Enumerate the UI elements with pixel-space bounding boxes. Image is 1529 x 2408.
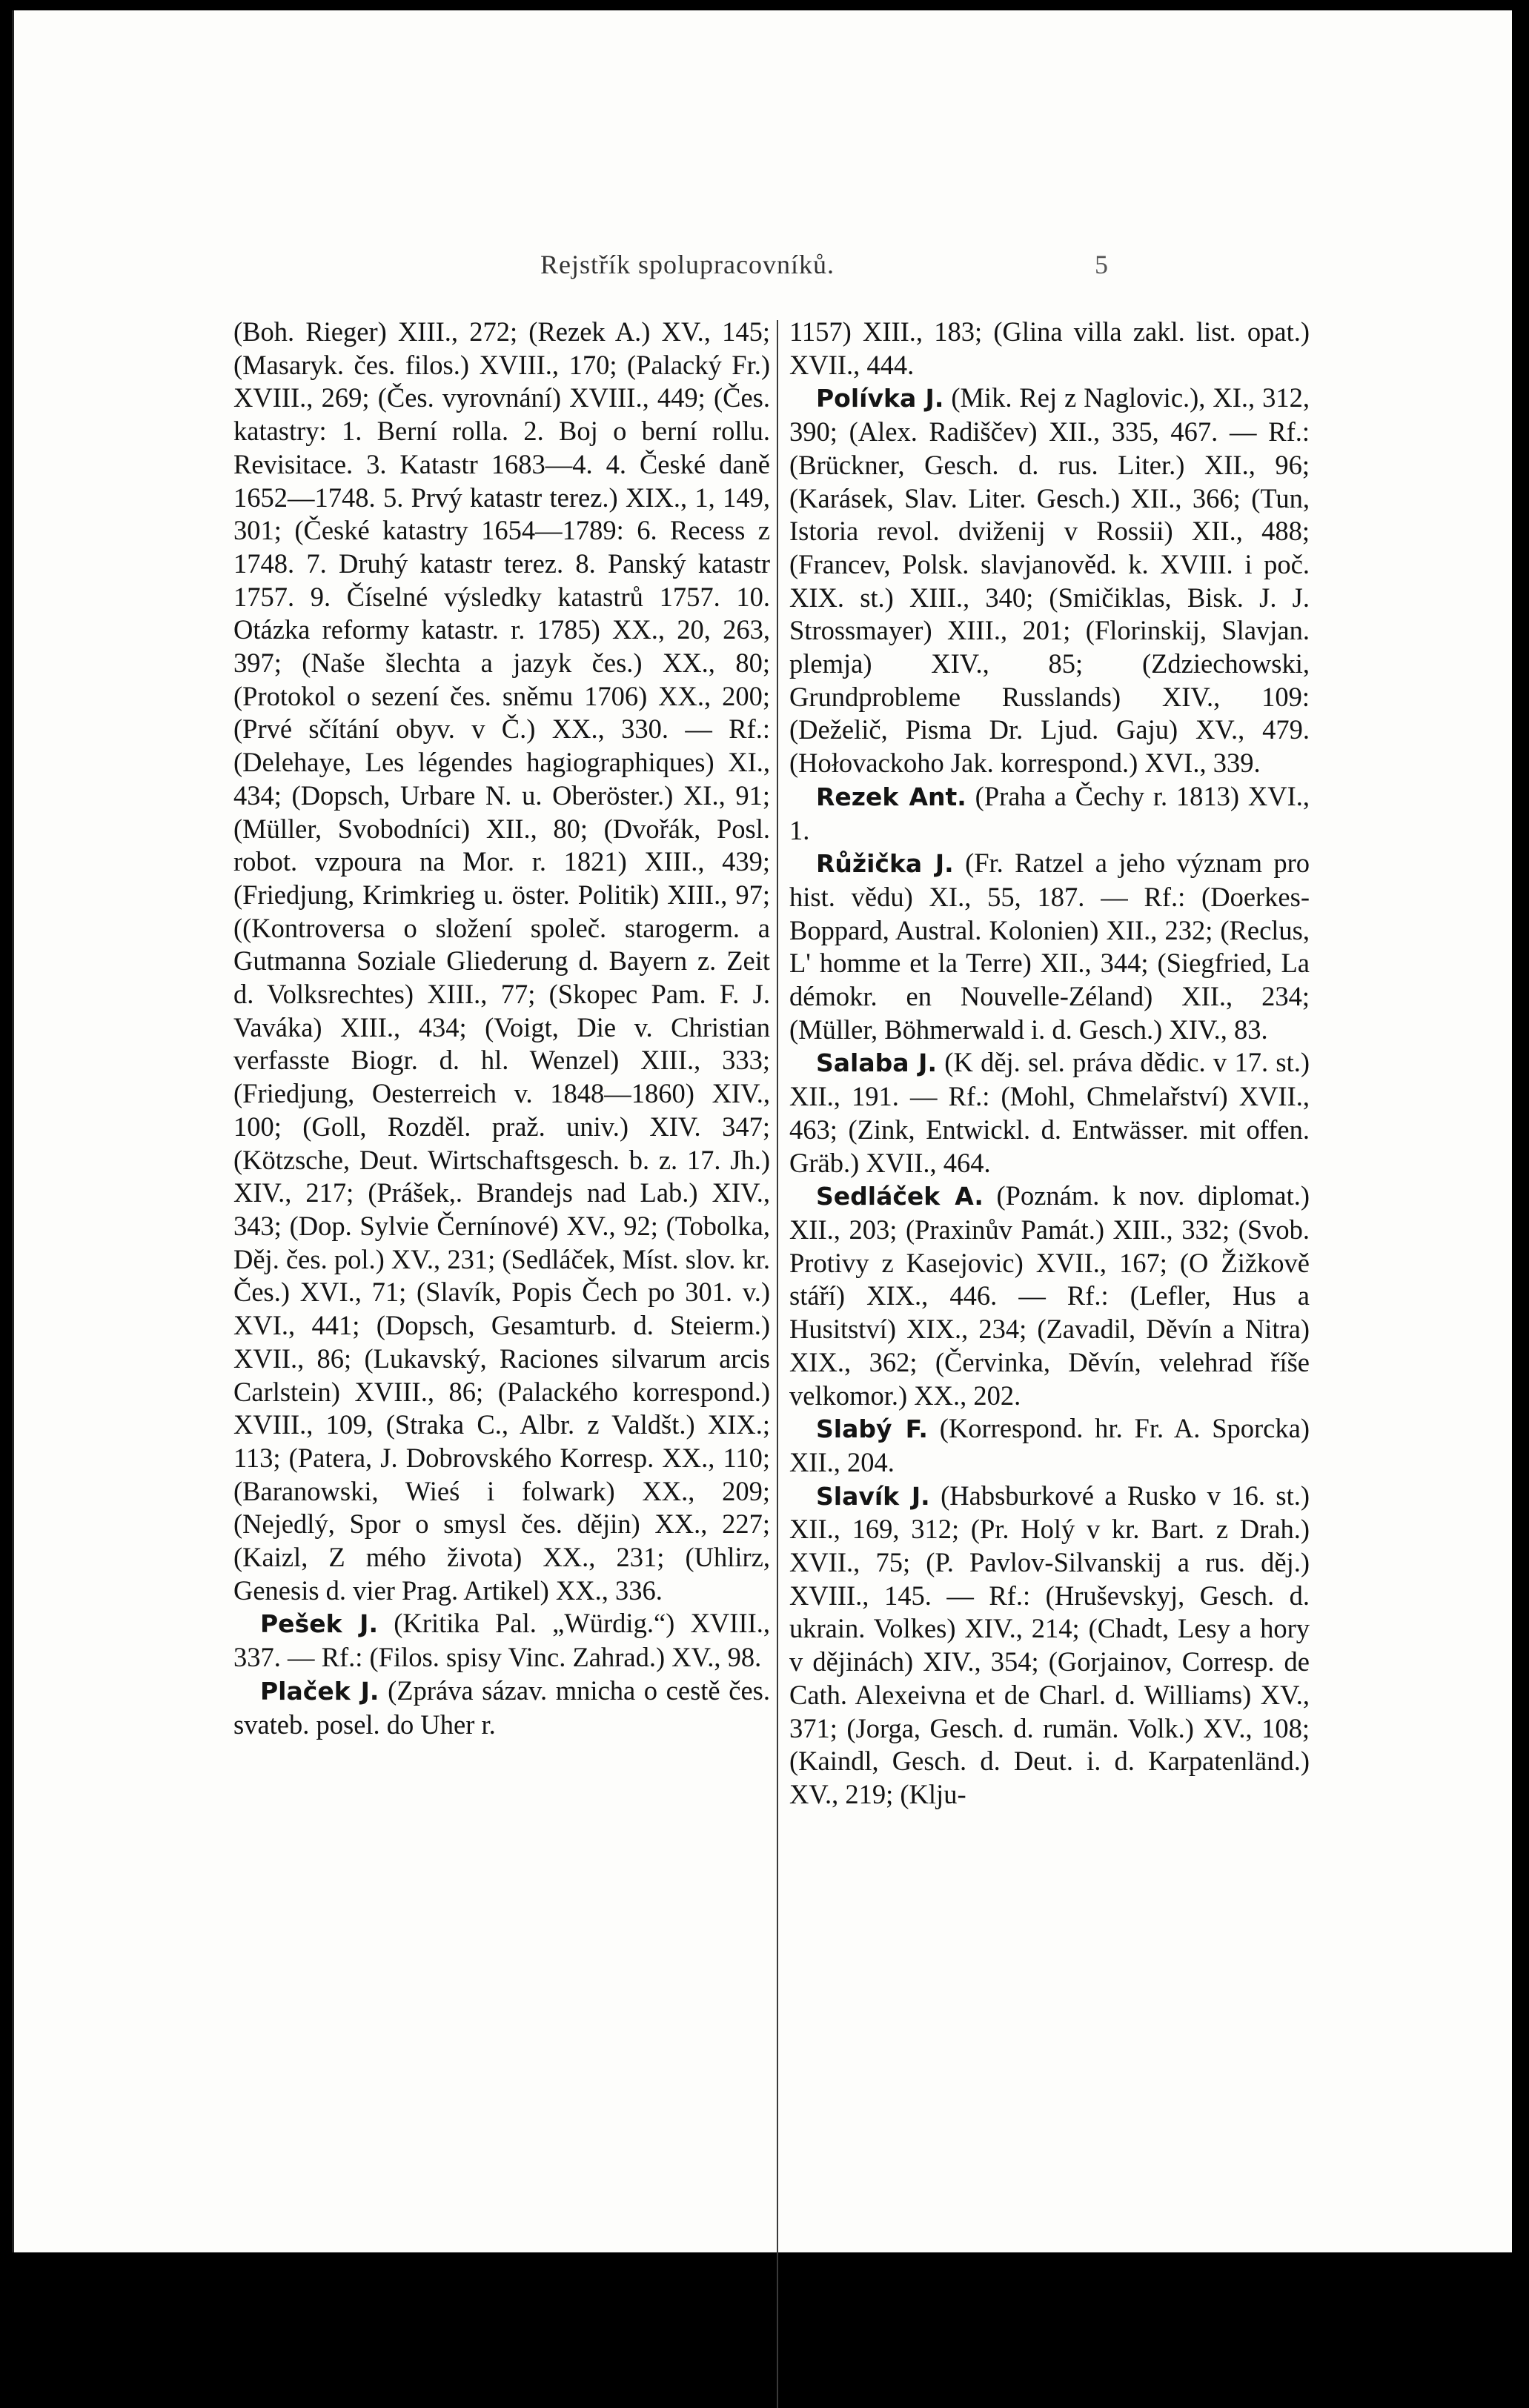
right-column [773,316,1310,1812]
left-column [233,316,770,1741]
entry-author: Polívka J. [816,384,944,413]
entry-text: 1157) XIII., 183; (Glina villa zakl. list. opat.) XVII., 444. [789,316,1310,380]
index-entry [789,1412,1310,1479]
entry-author: Salaba J. [816,1048,937,1078]
index-entry [233,316,770,1607]
entry-text: (Praha a Čechy r. 1813) XVI., 1. [789,780,1310,845]
entry-text: (Mik. Rej z Naglovic.), XI., 312, 390; (Alex. Radiščev) XII., 335, 467. — Rf.: (Brückner, Gesch. d. rus. Liter.) XII., 96; (Karásek, Slav. Liter. Gesch.) XII., 366; (Tun, Istoria revol. dviženij v Rossii) XII., 488; (Francev, Polsk. slavjanověd. k. XVIII. i poč. XIX. st.) XIII., 340; (Smičiklas, Bisk. J. J. Strossmayer) XIII., 201; (Florinskij, Slavjan. plemja) XIV., 85; (Zdziechowski, Grundprobleme Russlands) XIV., 109: (Deželič, Pisma Dr. Ljud. Gaju) XV., 479. (Hołovackoho Jak. korrespond.) XVI., 339. [789,382,1310,779]
index-entry [789,1480,1310,1812]
index-entry [789,1180,1310,1412]
entry-text: (Korrespond. hr. Fr. A. Sporcka) XII., 204. [789,1413,1310,1477]
index-entry [789,847,1310,1046]
index-entry [789,382,1310,779]
index-entry [789,1046,1310,1180]
entry-text: (Boh. Rieger) XIII., 272; (Rezek A.) XV., 145; (Masaryk. čes. filos.) XVIII., 170; (Palacký Fr.) XVIII., 269; (Čes. vyrovnání) XVIII., 449; (Čes. katastry: 1. Berní rolla. 2. Boj o berní rollu. Revisitace. 3. Katastr 1683—4. 4. České daně 1652—1748. 5. Prvý katastr terez.) XIX., 1, 149, 301; (České katastry 1654—1789: 6. Recess z 1748. 7. Druhý katastr terez. 8. Panský katastr 1757. 9. Číselné výsledky katastrů 1757. 10. Otázka reformy katastr. r. 1785) XX., 20, 263, 397; (Naše šlechta a jazyk čes.) XX., 80; (Protokol o sezení čes. sněmu 1706) XX., 200; (Prvé sčítání obyv. v Č.) XX., 330. — Rf.: (Delehaye, Les légendes hagiographiques) XI., 434; (Dopsch, Urbare N. u. Oberöster.) XI., 91; (Müller, Svobodníci) XII., 80; (Dvořák, Posl. robot. vzpoura na Mor. r. 1821) XIII., 439; (Friedjung, Krimkrieg u. öster. Politik) XIII., 97; ((Kontroversa o složení společ. starogerm. a Gutmanna Soziale Gliederung d. Bayern z. Zeit d. Volksrechtes) XIII., 77; (Skopec Pam. F. J. Vaváka) XIII., 434; (Voigt, Die v. Christian verfasste Biogr. d. hl. Wenzel) XIII., 333; (Friedjung, Oesterreich v. 1848—1860) XIV., 100; (Goll, Rozděl. praž. univ.) XIV. 347; (Kötzsche, Deut. Wirtschaftsgesch. b. z. 17. Jh.) XIV., 217; (Prášek,. Brandejs nad Lab.) XIV., 343; (Dop. Sylvie Černínové) XV., 92; (Tobolka, Děj. čes. pol.) XV., 231; (Sedláček, Míst. slov. kr. Čes.) XVI., 71; (Slavík, Popis Čech po 301. v.) XVI., 441; (Dopsch, Gesamturb. d. Steierm.) XVII., 86; (Lukavský, Raciones silvarum arcis Carlstein) XVIII., 86; (Palackého korrespond.) XVIII., 109, (Straka C., Albr. z Valdšt.) XIX.; 113; (Patera, J. Dobrovského Korresp. XX., 110; (Baranowski, Wieś i folwark) XX., 209; (Nejedlý, Spor o smysl čes. dějin) XX., 227; (Kaizl, Z mého života) XX., 231; (Uhlirz, Genesis d. vier Prag. Artikel) XX., 336. [233,316,770,1606]
entry-text: (Fr. Ratzel a jeho význam pro hist. vědu) XI., 55, 187. — Rf.: (Doerkes-Boppard, Austral. Kolonien) XII., 232; (Reclus, L' homme et la Terre) XII., 344; (Siegfried, La démokr. en Nouvelle-Zéland) XII., 234; (Müller, Böhmerwald i. d. Gesch.) XIV., 83. [789,848,1310,1045]
running-header [14,249,1512,286]
index-entry [233,1607,770,1674]
entry-author: Sedláček A. [816,1182,984,1211]
index-entry [789,316,1310,382]
entry-author: Pešek J. [260,1609,378,1639]
entry-text: (Zpráva sázav. mnicha o cestě čes. svateb. posel. do Uher r. [233,1674,770,1740]
entry-text: (Habsburkové a Rusko v 16. st.) XII., 169, 312; (Pr. Holý v kr. Bart. z Drah.) XVII., 75; (P. Pavlov-Silvanskij a rus. děj.) XVIII., 145. — Rf.: (Hruševskyj, Gesch. d. ukrain. Volkes) XIV., 214; (Chadt, Lesy a hory v dějinách) XIV., 354; (Gorjainov, Corresp. de Cath. Alexeivna et de Charl. d. Williams) XV., 371; (Jorga, Gesch. d. rumän. Volk.) XV., 108; (Kaindl, Gesch. d. Deut. i. d. Karpatenländ.) XV., 219; (Klju- [789,1480,1310,1809]
entry-text: (Kritika Pal. „Würdig.“) XVIII., 337. — Rf.: (Filos. spisy Vinc. Zahrad.) XV., 98. [233,1608,771,1673]
page-title: Rejstřík spolupracovníků. [540,250,835,279]
entry-author: Slavík J. [816,1481,930,1511]
entry-author: Slabý F. [816,1414,928,1444]
entry-author: Růžička J. [816,849,954,879]
entry-author: Rezek Ant. [816,782,966,811]
index-entry [789,780,1310,847]
entry-text: (Poznám. k nov. diplomat.) XII., 203; (Praxinův Památ.) XIII., 332; (Svob. Protivy z Kasejovic) XVII., 167; (O Žižkově stáří) XIX., 446. — Rf.: (Lefler, Hus a Husitství) XIX., 234; (Zavadil, Děvín a Nitra) XIX., 362; (Červinka, Děvín, velehrad říše velkomor.) XX., 202. [789,1180,1310,1411]
entry-author: Plaček J. [260,1676,379,1706]
entry-text: (K děj. sel. práva dědic. v 17. st.) XII., 191. — Rf.: (Mohl, Chmelařství) XVII., 463; (Zink, Entwickl. d. Entwässer. mit offen. Gräb.) XVII., 464. [789,1047,1310,1178]
index-entry [233,1674,770,1741]
document-page [12,10,1512,2252]
page-number: 5 [1095,250,1108,279]
